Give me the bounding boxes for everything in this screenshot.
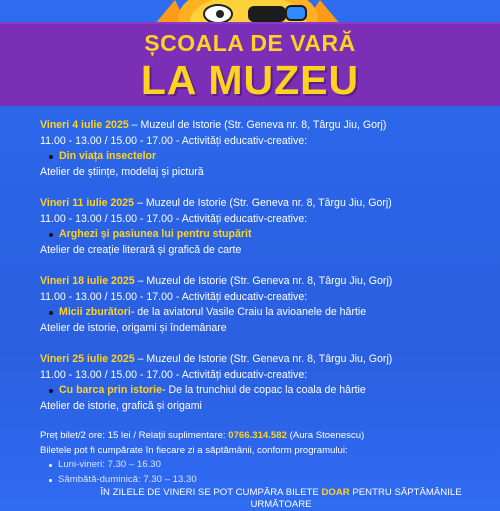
event-place: – Muzeul de Istorie (Str. Geneva nr. 8, Târgu Jiu, Gorj) bbox=[134, 275, 393, 287]
event-workshop: Atelier de creație literară și grafică de carte bbox=[40, 243, 242, 256]
event-date: Vineri 25 iulie 2025 bbox=[40, 353, 135, 365]
friday-note bbox=[40, 487, 492, 499]
bullet-icon bbox=[49, 233, 53, 237]
event-item bbox=[40, 274, 492, 336]
event-schedule: 11.00 - 13.00 / 15.00 - 17.00 - Activități educativ-creative: bbox=[40, 368, 308, 381]
event-date: Vineri 11 iulie 2025 bbox=[40, 197, 135, 209]
event-date: Vineri 18 iulie 2025 bbox=[40, 275, 135, 287]
event-schedule: 11.00 - 13.00 / 15.00 - 17.00 - Activități educativ-creative: bbox=[40, 134, 308, 147]
event-topic: Din viața insectelor bbox=[59, 150, 157, 162]
event-schedule: 11.00 - 13.00 / 15.00 - 17.00 - Activități educativ-creative: bbox=[40, 290, 308, 303]
event-place: – Muzeul de Istorie (Str. Geneva nr. 8, Târgu Jiu, Gorj) bbox=[128, 119, 387, 131]
event-topic: Micii zburători bbox=[59, 306, 131, 318]
bullet-icon bbox=[49, 389, 53, 393]
event-place: – Muzeul de Istorie (Str. Geneva nr. 8, Târgu Jiu, Gorj) bbox=[134, 353, 393, 365]
price-text: Preț bilet/2 ore: 15 lei / Relații suplimentare: bbox=[40, 430, 229, 441]
friday-note-a: ÎN ZILELE DE VINERI SE POT CUMPĂRA BILETE bbox=[100, 487, 322, 499]
event-place: – Muzeul de Istorie (Str. Geneva nr. 8, Târgu Jiu, Gorj) bbox=[134, 197, 392, 209]
event-date: Vineri 4 iulie 2025 bbox=[40, 119, 129, 131]
hours-item bbox=[40, 458, 492, 473]
tickets-info: Biletele pot fi cumpărate în fiecare zi a săptămânii, conform programului: bbox=[40, 444, 348, 456]
banner-title: LA MUZEU bbox=[140, 57, 360, 103]
price-line bbox=[40, 429, 492, 444]
event-heading bbox=[40, 196, 492, 212]
hours-text: Sâmbătă-duminică: 7.30 – 13.30 bbox=[58, 473, 197, 485]
events-list bbox=[40, 118, 492, 430]
event-heading bbox=[40, 352, 492, 368]
friday-note-b: PENTRU SĂPTĂMÂNILE bbox=[349, 487, 462, 499]
friday-note-strong: DOAR bbox=[321, 487, 350, 499]
contact-phone: 0766.314.582 bbox=[228, 430, 287, 441]
title-banner bbox=[0, 22, 500, 106]
event-item bbox=[40, 118, 492, 180]
event-workshop: Atelier de istorie, grafică și origami bbox=[40, 399, 202, 412]
event-topic: Cu barca prin istorie bbox=[59, 384, 163, 396]
event-topic-row bbox=[40, 305, 492, 321]
ticket-info bbox=[40, 429, 492, 511]
banner-subtitle: ȘCOALA DE VARĂ bbox=[144, 30, 356, 56]
event-topic-rest: - de la aviatorul Vasile Craiu la avioanele de hârtie bbox=[130, 306, 367, 318]
event-item bbox=[40, 196, 492, 258]
event-heading bbox=[40, 274, 492, 290]
bullet-icon bbox=[49, 311, 53, 315]
event-schedule: 11.00 - 13.00 / 15.00 - 17.00 - Activități educativ-creative: bbox=[40, 212, 308, 225]
event-topic-row bbox=[40, 227, 492, 243]
bullet-icon bbox=[49, 464, 52, 467]
hours-item bbox=[40, 473, 492, 488]
event-workshop: Atelier de istorie, origami și îndemânare bbox=[40, 321, 227, 334]
bullet-icon bbox=[49, 479, 52, 482]
event-workshop: Atelier de științe, modelaj și pictură bbox=[40, 165, 204, 178]
event-heading bbox=[40, 118, 492, 134]
bullet-icon bbox=[49, 155, 53, 159]
event-topic: Arghezi și pasiunea lui pentru stupărit bbox=[59, 228, 252, 240]
friday-note-continued: URMĂTOARE bbox=[250, 499, 312, 511]
event-topic-rest: - De la trunchiul de copac la coala de hârtie bbox=[162, 384, 366, 396]
contact-name: (Aura Stoenescu) bbox=[286, 430, 365, 441]
event-item bbox=[40, 352, 492, 414]
hours-text: Luni-vineri: 7.30 – 16.30 bbox=[58, 459, 161, 471]
event-topic-row bbox=[40, 383, 492, 399]
event-topic-row bbox=[40, 149, 492, 165]
